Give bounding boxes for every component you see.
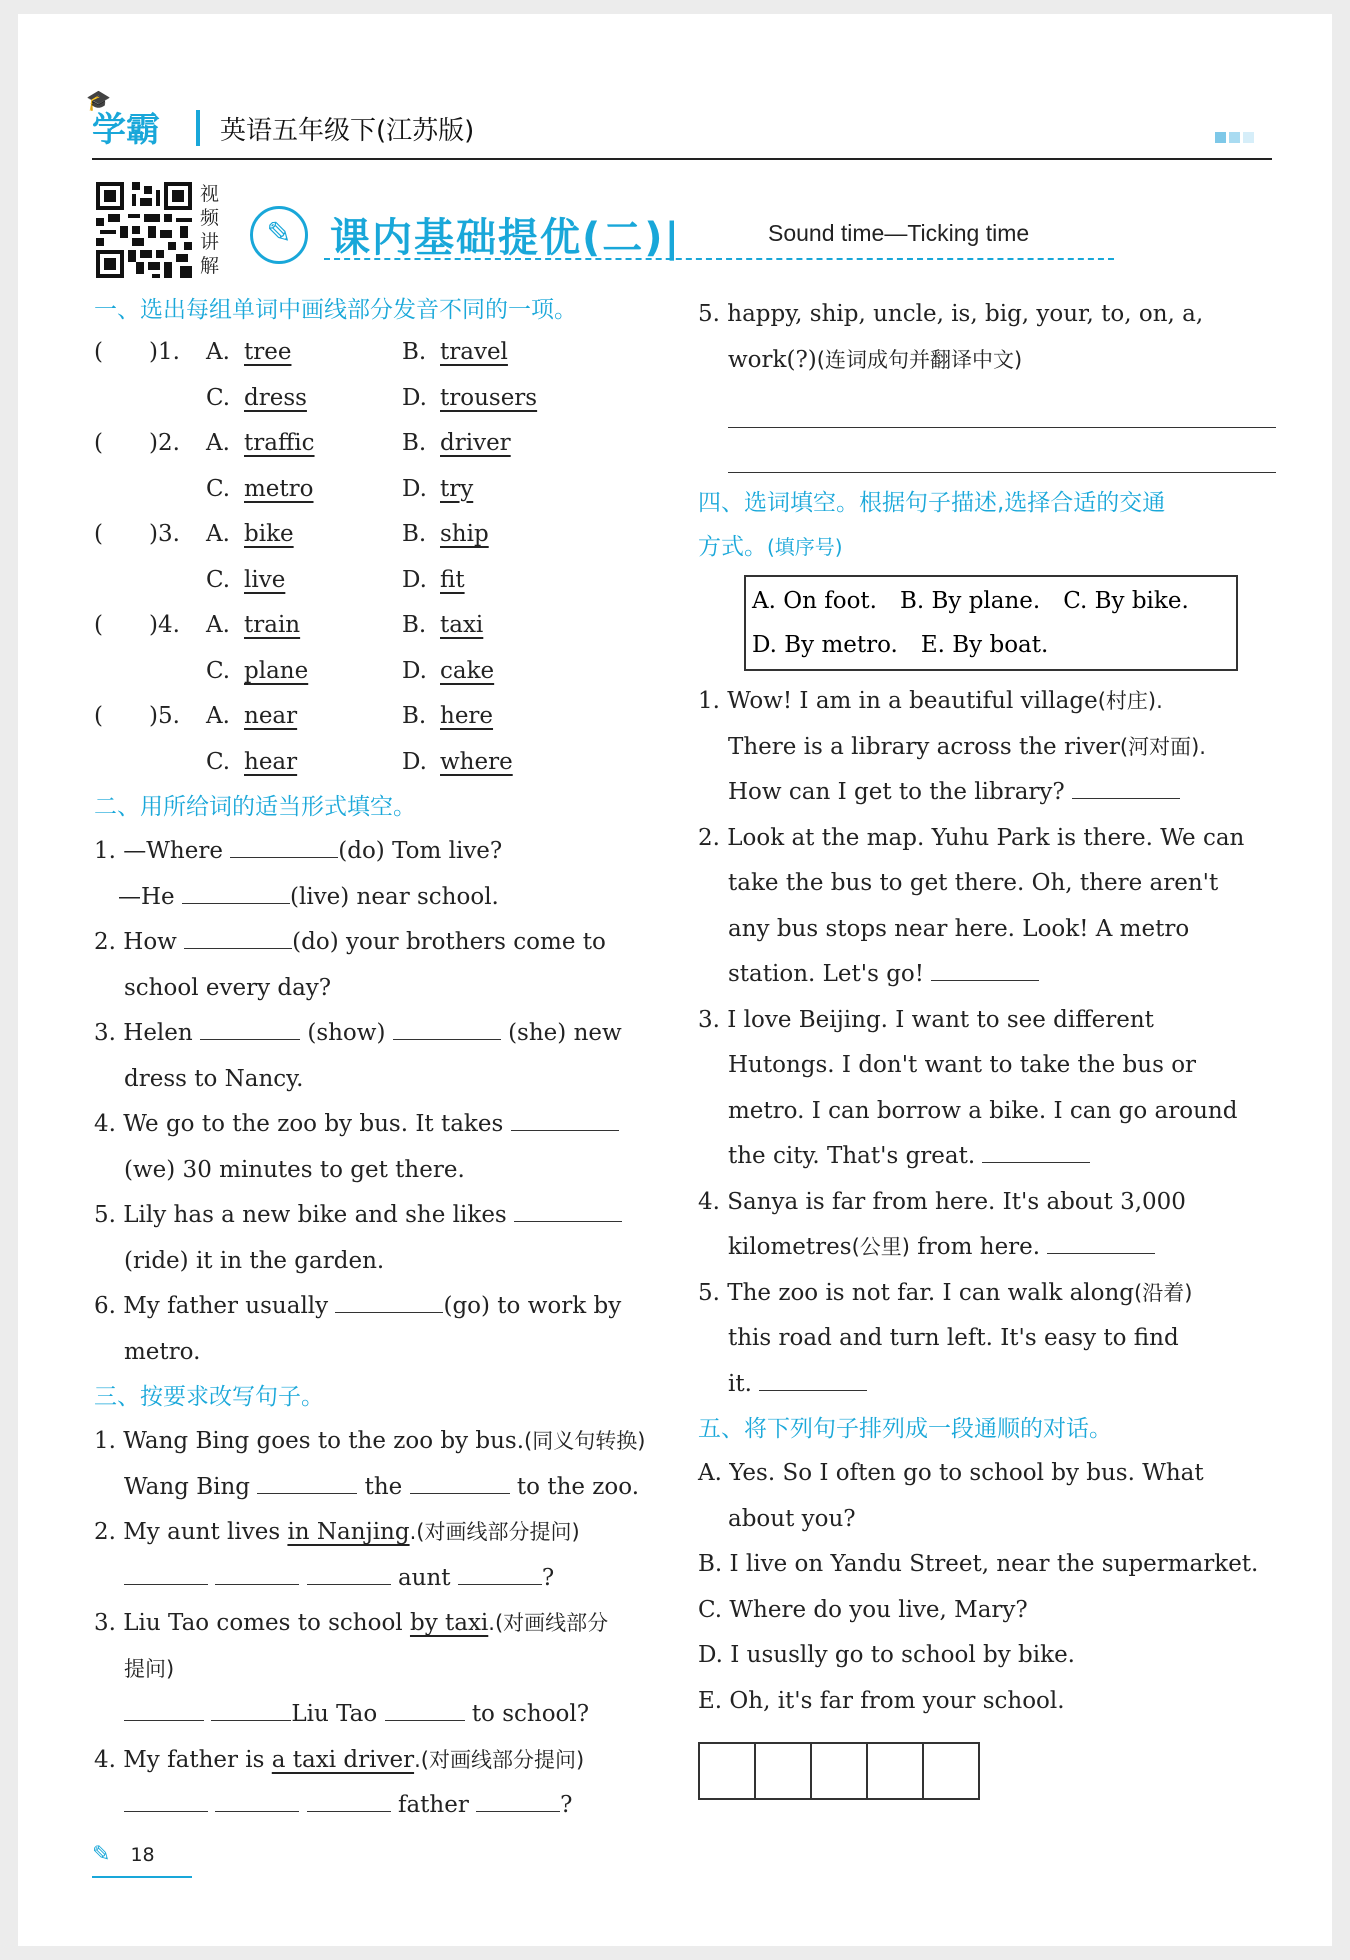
fill-q4: 4. We go to the zoo by bus. It takes <box>94 1102 674 1148</box>
dialogue-c: C. Where do you live, Mary? <box>698 1596 1028 1623</box>
lesson-title: 课内基础提优(二)| <box>330 215 682 261</box>
answer-blank[interactable] <box>1072 780 1180 799</box>
order-answer-boxes <box>698 1742 1276 1800</box>
answer-blank[interactable] <box>182 885 290 904</box>
page-footer <box>92 1842 155 1867</box>
section-5-title: 五、将下列句子排列成一段通顺的对话。 <box>698 1416 1112 1442</box>
answer-blank[interactable] <box>385 1702 465 1721</box>
dialogue-b: B. I live on Yandu Street, near the supermarket. <box>698 1551 1259 1577</box>
answer-blank[interactable] <box>211 1702 291 1721</box>
book-title: 英语五年级下(江苏版) <box>220 116 475 146</box>
answer-blank[interactable] <box>184 930 292 949</box>
phonics-q4: ( )4. A. train B. taxi C. plane D. cake <box>94 612 495 684</box>
rewrite-q1: 1. Wang Bing goes to the zoo by bus.(同义句转换) <box>94 1428 646 1454</box>
answer-blank[interactable] <box>307 1793 391 1812</box>
dialogue-e: E. Oh, it's far from your school. <box>698 1687 1065 1714</box>
answer-blank[interactable] <box>931 962 1039 981</box>
video-lesson-label: 视 频 讲 解 <box>200 183 220 277</box>
answer-blank[interactable] <box>215 1793 299 1812</box>
answer-blank[interactable] <box>124 1793 208 1812</box>
answer-blank[interactable] <box>124 1702 204 1721</box>
answer-blank[interactable] <box>335 1294 443 1313</box>
answer-box[interactable] <box>810 1742 868 1800</box>
title-dashed-line <box>324 258 1114 260</box>
answer-blank[interactable] <box>230 839 338 858</box>
fill-q6: 6. My father usually (go) to work by <box>94 1293 622 1319</box>
transport-q5: 5. The zoo is not far. I can walk along(沿着) this road and turn left. It's easy to find it. <box>698 1279 1193 1397</box>
answer-blank[interactable] <box>200 1021 300 1040</box>
answer-blank[interactable] <box>759 1372 867 1391</box>
section-1-title: 一、选出每组单词中画线部分发音不同的一项。 <box>94 297 577 323</box>
answer-box[interactable] <box>698 1742 756 1800</box>
transport-q2: 2. Look at the map. Yuhu Park is there. We can take the bus to get there. Oh, there aren't any bus stops near here. Look! A metro station. Let's go! <box>698 824 1245 987</box>
fill-q1: 1. —Where (do) Tom live? <box>94 838 503 864</box>
left-column: 一、选出每组单词中画线部分发音不同的一项。 ( )1. A. tree B. travel C. dress D. trousers ( )2. A. traffic B. driver C. metro D. try ( )3. A. bike B. ship C. live D. fit ( )4. A. train B. taxi C. plane D. cake ( )5. A. near B. here C. hear D. where 二、用所给词的适当形式填空。 1. —Where (do) Tom live? —He (live) near school. 2. How (do) your brothers come to school every day? 3. Helen (show) (she) new dress to Nancy. 4. We go to the zoo by bus. It takes (we) 30 minutes to get there. 5. Lily has a new bike and she likes (ride) it in the garden. 6. My father usually (go) to work by metro. 三、按要求改写句子。 1. Wang Bing goes to the zoo by bus.(同义句转换) Wang Bing the to the zoo. 2. My aunt lives in Nanjing.(对画线部分提问) aunt ? 3. Liu Tao comes to school by taxi.(对画线部分 提问) Liu Tao to school? 4. My father is a taxi driver.(对画线部分提问) father ? <box>94 288 674 1829</box>
page-number: 18 <box>130 1844 155 1866</box>
answer-blank[interactable] <box>393 1021 501 1040</box>
rewrite-q2: 2. My aunt lives in Nanjing.(对画线部分提问) <box>94 1519 580 1545</box>
answer-box[interactable] <box>866 1742 924 1800</box>
answer-blank[interactable] <box>511 1112 619 1131</box>
answer-blank[interactable] <box>215 1566 299 1585</box>
phonics-q1: ( )1. A. tree B. travel C. dress D. trousers <box>94 339 538 411</box>
answer-blank[interactable] <box>124 1566 208 1585</box>
dialogue-d: D. I ususlly go to school by bike. <box>698 1642 1075 1668</box>
phonics-q2: ( )2. A. traffic B. driver C. metro D. try <box>94 430 511 502</box>
transport-q3: 3. I love Beijing. I want to see different Hutongs. I don't want to take the bus or metro. I can borrow a bike. I can go around the city. That's great. <box>698 1006 1238 1169</box>
fill-q5: 5. Lily has a new bike and she likes <box>94 1193 674 1239</box>
phonics-q5: ( )5. A. near B. here C. hear D. where <box>94 703 513 775</box>
answer-box[interactable] <box>922 1742 980 1800</box>
transport-q4: 4. Sanya is far from here. It's about 3,000 kilometres(公里) from here. <box>698 1188 1186 1260</box>
header-divider <box>196 110 200 146</box>
dialogue-a: A. Yes. So I often go to school by bus. What <box>698 1460 1204 1486</box>
lesson-subtitle: Sound time—Ticking time <box>768 220 1030 246</box>
answer-blank[interactable] <box>1047 1235 1155 1254</box>
transport-q1: 1. Wow! I am in a beautiful village(村庄). There is a library across the river(河对面). How can I get to the library? <box>698 688 1206 805</box>
brand-logo: 🎓 学霸 <box>86 88 160 150</box>
page-header <box>86 88 1272 160</box>
answer-line[interactable] <box>728 383 1276 428</box>
answer-blank[interactable] <box>476 1793 560 1812</box>
pencil-icon: ✎ <box>92 1842 111 1867</box>
rewrite-q5: 5. happy, ship, uncle, is, big, your, to, on, a, <box>698 301 1204 327</box>
phonics-q3: ( )3. A. bike B. ship C. live D. fit <box>94 521 489 593</box>
header-decoration <box>1212 128 1254 147</box>
fill-q2: 2. How (do) your brothers come to <box>94 929 606 955</box>
right-column: 5. happy, ship, uncle, is, big, your, to, on, a, work(?)(连词成句并翻译中文) 四、选词填空。根据句子描述,选择合适的交通 方式。(填序号) A. On foot. B. By plane. C. By bike. D. By metro. E. By boat. 1. Wow! I am in a beautiful village(村庄). There is a library across the river(河对面). How can I get to the library? 2. Look at the map. Yuhu Park is there. We can take the bus to get there. Oh, there aren't any bus stops near here. Look! A metro station. Let's go! 3. I love Beijing. I want to see different Hutongs. I don't want to take the bus or metro. I can borrow a bike. I can go around the city. That's great. 4. Sanya is far from here. It's about 3,000 kilometres(公里) from here. 5. The zoo is not far. I can walk along(沿着) this road and turn left. It's easy to find it. 五、将下列句子排列成一段通顺的对话。 A. Yes. So I often go to school by bus. What about you? B. I live on Yandu Street, near the supermarket. C. Where do you live, Mary? D. I ususlly go to school by bike. E. Oh, it's far from your school. <box>698 288 1276 1800</box>
answer-blank[interactable] <box>458 1566 542 1585</box>
fill-q3: 3. Helen (show) (she) new <box>94 1020 622 1046</box>
section-3-title: 三、按要求改写句子。 <box>94 1384 324 1410</box>
pencil-paper-icon: ✎ <box>250 206 308 264</box>
answer-blank[interactable] <box>410 1475 510 1494</box>
transport-options-box: A. On foot. B. By plane. C. By bike. D. By metro. E. By boat. <box>744 575 1238 671</box>
section-4-title: 四、选词填空。根据句子描述,选择合适的交通 <box>698 490 1166 516</box>
answer-blank[interactable] <box>982 1144 1090 1163</box>
section-2-title: 二、用所给词的适当形式填空。 <box>94 794 416 820</box>
answer-box[interactable] <box>754 1742 812 1800</box>
answer-blank[interactable] <box>307 1566 391 1585</box>
graduation-cap-icon: 🎓 <box>86 88 111 112</box>
answer-blank[interactable] <box>514 1203 622 1222</box>
answer-line[interactable] <box>728 428 1276 473</box>
rewrite-q4: 4. My father is a taxi driver.(对画线部分提问) <box>94 1746 585 1773</box>
qr-code-icon[interactable] <box>96 182 192 278</box>
rewrite-q3: 3. Liu Tao comes to school by taxi.(对画线部分 <box>94 1610 609 1636</box>
answer-blank[interactable] <box>257 1475 357 1494</box>
